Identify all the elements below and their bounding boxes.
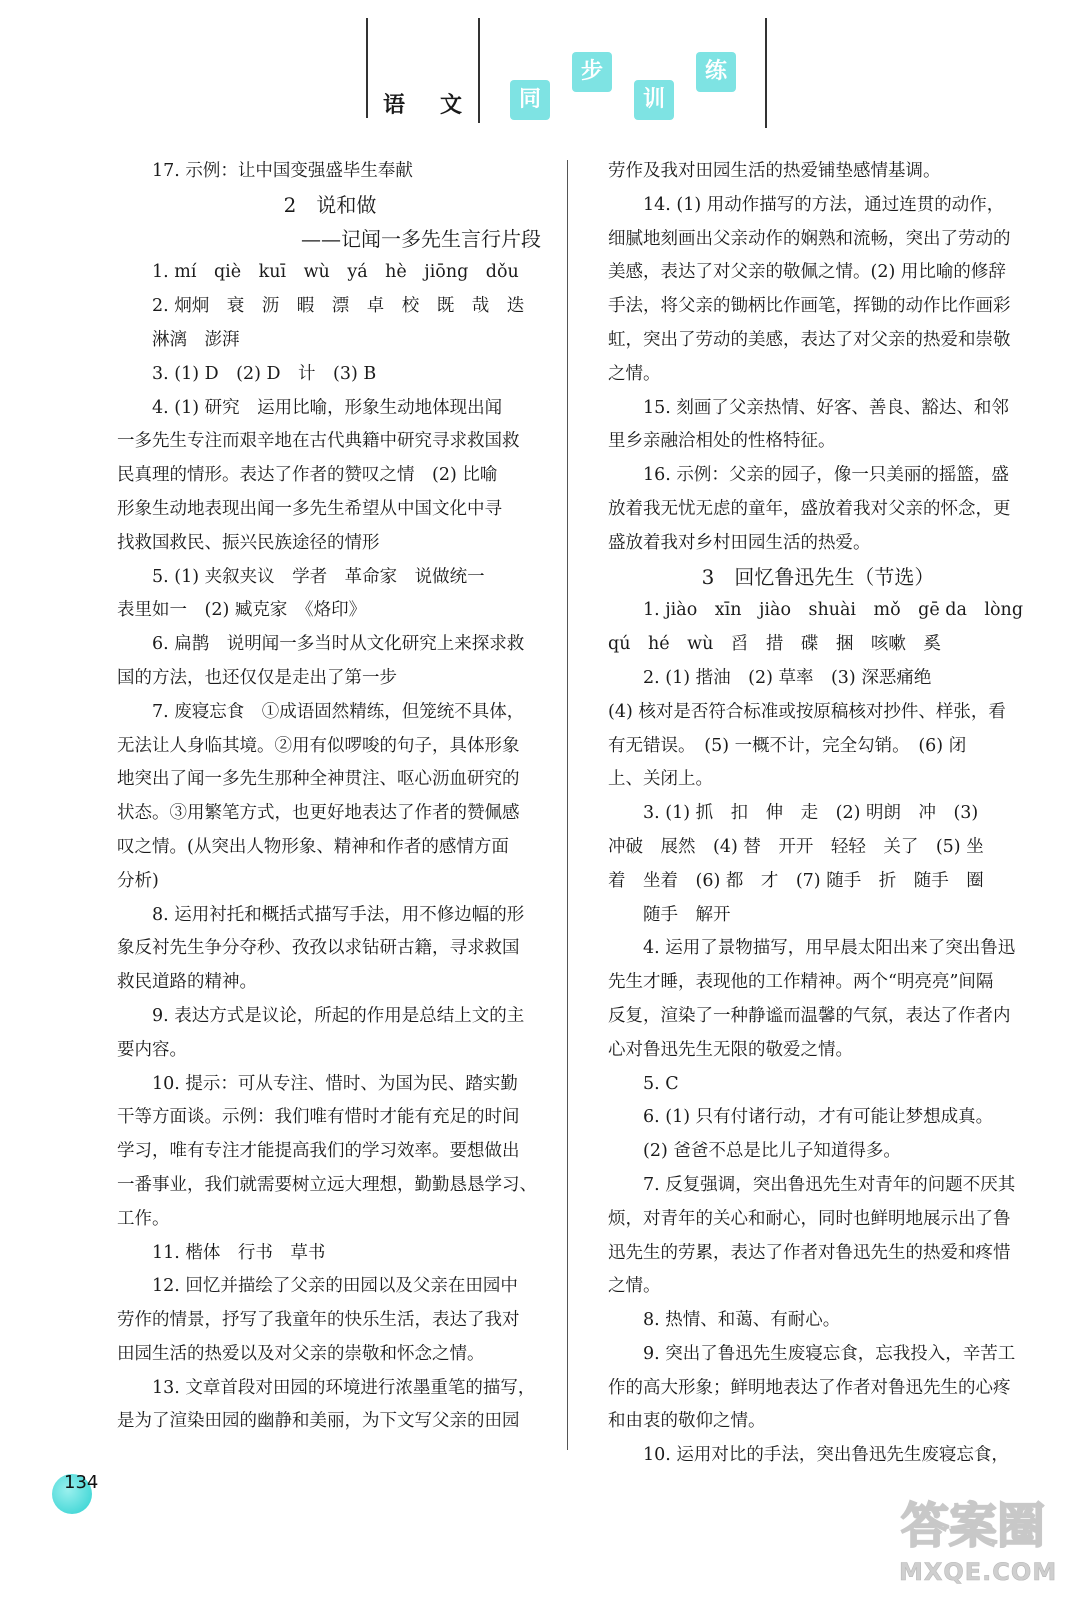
right-column-line: 4. 运用了景物描写，用早晨太阳出来了突出鲁迅 (643, 938, 1016, 959)
left-column-line: ——记闻一多先生言行片段 (301, 226, 541, 251)
right-column-line: 15. 刻画了父亲热情、好客、善良、豁达、和邻 (643, 397, 1009, 418)
header-tile-2: 步 (572, 52, 612, 92)
header-tile-1: 同 (510, 80, 550, 120)
left-column-line: 3. (1) D (2) D 计 (3) B (152, 363, 377, 384)
left-column-line: 要内容。 (117, 1039, 187, 1060)
left-column-line: 工作。 (117, 1208, 170, 1229)
right-column-line: 16. 示例：父亲的园子，像一只美丽的摇篮，盛 (643, 465, 1009, 486)
left-column-line: 淋漓 澎湃 (152, 329, 240, 350)
left-column-line: 分析) (117, 870, 159, 891)
right-column-line: 8. 热情、和蔼、有耐心。 (643, 1310, 841, 1331)
subject-char-1: 语 (383, 92, 408, 118)
left-column-line: 状态。③用繁笔方式，也更好地表达了作者的赞佩感 (117, 803, 520, 824)
left-column-line: 13. 文章首段对田园的环境进行浓墨重笔的描写， (152, 1377, 536, 1398)
right-column-line: 和由衷的敬仰之情。 (608, 1411, 766, 1432)
left-column-line: 9. 表达方式是议论，所起的作用是总结上文的主 (152, 1005, 525, 1026)
left-column-line: 地突出了闻一多先生那种全神贯注、呕心沥血研究的 (117, 769, 520, 790)
left-column-line: 表里如一 (2) 臧克家 《烙印》 (117, 600, 367, 621)
left-column-line: 2. 炯炯 衰 沥 暇 漂 卓 校 既 哉 迭 (152, 296, 525, 317)
left-column-line: 6. 扁鹊 说明闻一多当时从文化研究上来探求救 (152, 634, 525, 655)
page-header (0, 0, 1091, 150)
left-column-line: 民真理的情形。表达了作者的赞叹之情 (2) 比喻 (117, 465, 498, 486)
right-column-line: 虹，突出了劳动的美感，表达了对父亲的热爱和崇敬 (608, 329, 1011, 350)
left-column-line: 2 说和做 (283, 192, 377, 217)
right-column-line: 3. (1) 抓 扣 伸 走 (2) 明朗 冲 (3) (643, 803, 979, 824)
right-column-line: 里乡亲融洽相处的性格特征。 (608, 431, 836, 452)
left-column-line: 劳作的情景，抒写了我童年的快乐生活，表达了我对 (117, 1310, 520, 1331)
right-column-line: (2) 爸爸不总是比儿子知道得多。 (643, 1141, 901, 1162)
right-column-line: qú hé wù 舀 措 碟 捆 咳嗽 奚 (608, 634, 941, 655)
page-number: 134 (64, 1472, 99, 1493)
left-column-line: 11. 楷体 行书 草书 (152, 1242, 326, 1263)
right-column-line: 先生才睡，表现他的工作精神。两个“明亮亮”间隔 (608, 972, 994, 993)
left-column-line: 5. (1) 夹叙夹议 学者 革命家 说做统一 (152, 566, 485, 587)
header-rule-middle (478, 18, 480, 123)
right-column-line: 反复，渲染了一种静谧而温馨的气氛，表达了作者内 (608, 1005, 1011, 1026)
left-column-line: 一多先生专注而艰辛地在古代典籍中研究寻求救国救 (117, 431, 520, 452)
page-number-badge (52, 1468, 112, 1512)
left-column-line: 是为了渲染田园的幽静和美丽，为下文写父亲的田园 (117, 1411, 520, 1432)
left-column-line: 国的方法，也还仅仅是走出了第一步 (117, 667, 397, 688)
right-column-line: 烦，对青年的关心和耐心，同时也鲜明地展示出了鲁 (608, 1208, 1011, 1229)
left-column-line: 12. 回忆并描绘了父亲的田园以及父亲在田园中 (152, 1276, 518, 1297)
right-column-line: 1. jiào xīn jiào shuài mǒ gē da lòng (643, 600, 1024, 621)
right-column-line: 随手 解开 (643, 904, 731, 925)
right-column-line: 美感，表达了对父亲的敬佩之情。(2) 用比喻的修辞 (608, 262, 1006, 283)
left-column (117, 155, 543, 1439)
left-column-line: 10. 提示：可从专注、惜时、为国为民、踏实勤 (152, 1073, 518, 1094)
right-column-line: 迅先生的劳累，表达了作者对鲁迅先生的热爱和疼惜 (608, 1242, 1011, 1263)
right-column-line: 6. (1) 只有付诸行动，才有可能让梦想成真。 (643, 1107, 994, 1128)
right-column-line: 14. (1) 用动作描写的方法，通过连贯的动作， (643, 194, 1005, 215)
column-divider (567, 160, 568, 1450)
watermark-top: 答案圈 (901, 1498, 1046, 1554)
left-column-line: 7. 废寝忘食 ①成语固然精练，但笼统不具体， (152, 701, 525, 722)
left-column-line: 干等方面谈。示例：我们唯有惜时才能有充足的时间 (117, 1107, 520, 1128)
left-column-line: 一番事业，我们就需要树立远大理想，勤勤恳恳学习、 (117, 1174, 537, 1195)
right-column-line: 作的高大形象；鲜明地表达了作者对鲁迅先生的心疼 (608, 1377, 1011, 1398)
left-column-line: 8. 运用衬托和概括式描写手法，用不修边幅的形 (152, 904, 525, 925)
left-column-line: 救民道路的精神。 (117, 972, 257, 993)
right-column-line: 着 坐着 (6) 都 才 (7) 随手 折 随手 圈 (608, 870, 984, 891)
left-column-line: 叹之情。(从突出人物形象、精神和作者的感情方面 (117, 836, 509, 857)
right-column-line: 之情。 (608, 1276, 661, 1297)
right-column-line: 9. 突出了鲁迅先生废寝忘食，忘我投入，辛苦工 (643, 1343, 1016, 1364)
header-tile-4: 练 (696, 52, 736, 92)
left-column-line: 象反衬先生争分夺秒、孜孜以求钻研古籍，寻求救国 (117, 938, 520, 959)
watermark-bottom: MXQE.COM (899, 1558, 1058, 1586)
watermark-logo (895, 1488, 1065, 1588)
subject-char-2: 文 (440, 92, 465, 118)
right-column-line: 放着我无忧无虑的童年，盛放着我对父亲的怀念，更 (608, 498, 1011, 519)
right-column-line: 上、关闭上。 (608, 769, 713, 790)
header-tile-3: 训 (634, 80, 674, 120)
right-column-line: 冲破 展然 (4) 替 开开 轻轻 关了 (5) 坐 (608, 836, 984, 857)
left-column-line: 无法让人身临其境。②用有似啰唆的句子，具体形象 (117, 735, 520, 756)
left-column-line: 找救国救民、振兴民族途径的情形 (117, 532, 380, 553)
header-rule-right (765, 18, 767, 128)
left-column-line: 1. mí qiè kuī wù yá hè jiōng dǒu (152, 262, 519, 283)
right-column-line: 盛放着我对乡村田园生活的热爱。 (608, 532, 871, 553)
left-column-line: 形象生动地表现出闻一多先生希望从中国文化中寻 (117, 498, 502, 519)
left-column-line: 4. (1) 研究 运用比喻，形象生动地体现出闻 (152, 397, 503, 418)
right-column-line: 7. 反复强调，突出鲁迅先生对青年的问题不厌其 (643, 1174, 1016, 1195)
right-column-line: 之情。 (608, 363, 661, 384)
right-column-line: 10. 运用对比的手法，突出鲁迅先生废寝忘食， (643, 1445, 1009, 1466)
right-column-line: 劳作及我对田园生活的热爱铺垫感情基调。 (608, 161, 941, 181)
left-column-line: 田园生活的热爱以及对父亲的崇敬和怀念之情。 (117, 1343, 485, 1364)
right-column-line: 心对鲁迅先生无限的敬爱之情。 (608, 1039, 853, 1060)
right-column-line: 有无错误。 (5) 一概不计，完全勾销。 (6) 闭 (608, 735, 967, 756)
header-rule-left (366, 18, 368, 118)
right-column (608, 155, 1028, 1473)
left-column-line: 学习，唯有专注才能提高我们的学习效率。要想做出 (117, 1141, 520, 1162)
right-column-line: 3 回忆鲁迅先生（节选） (701, 564, 935, 589)
left-column-line: 17. 示例：让中国变强盛毕生奉献 (152, 161, 413, 181)
right-column-line: (4) 核对是否符合标准或按原稿核对抄件、样张，看 (608, 701, 1006, 722)
right-column-line: 2. (1) 揩油 (2) 草率 (3) 深恶痛绝 (643, 667, 932, 688)
right-column-line: 5. C (643, 1073, 679, 1094)
right-column-line: 细腻地刻画出父亲动作的娴熟和流畅，突出了劳动的 (608, 228, 1011, 249)
right-column-line: 手法，将父亲的锄柄比作画笔，挥锄的动作比作画彩 (608, 296, 1011, 317)
